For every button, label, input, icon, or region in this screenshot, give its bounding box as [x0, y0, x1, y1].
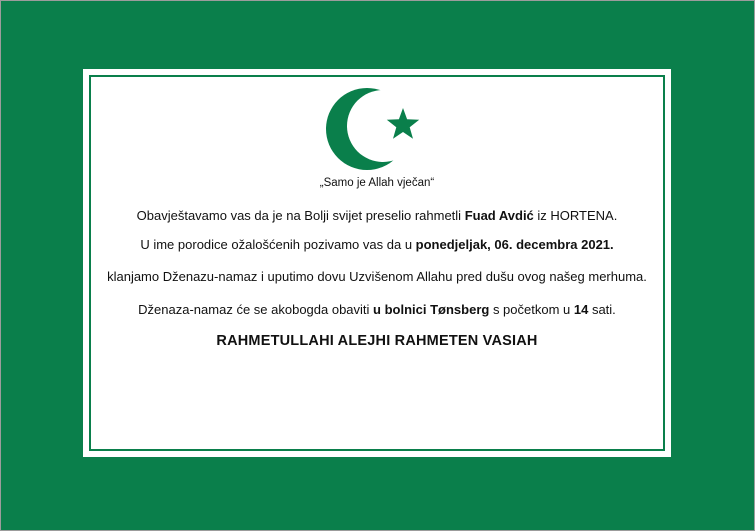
prayer-line	[83, 269, 671, 284]
prayer-text: klanjamo Dženazu-namaz i uputimo dovu Uzvišenom Allahu pred dušu ovog našeg merhuma.	[107, 269, 647, 284]
deceased-name: Fuad Avdić	[464, 208, 534, 223]
closing-prayer: RAHMETULLAHI ALEJHI RAHMETEN VASIAH	[216, 333, 538, 349]
time-intro: s početkom u	[489, 302, 574, 317]
time-suffix: sati.	[588, 302, 616, 317]
funeral-date: ponedjeljak, 06. decembra 2021.	[415, 237, 614, 252]
announcement-place: iz HORTENA.	[533, 208, 618, 223]
location-intro: Dženaza-namaz će se akobogda obaviti	[138, 302, 374, 317]
location-line	[83, 302, 671, 317]
invitation-line	[83, 237, 671, 252]
announcement-text: Obavještavamo vas da je na Bolji svijet preselio rahmetli	[136, 208, 465, 223]
crescent-star-icon	[325, 85, 429, 175]
obituary-card	[83, 69, 671, 457]
announcement-line	[83, 208, 671, 223]
funeral-hour: 14	[573, 302, 589, 317]
quote-text: „Samo je Allah vječan“	[319, 177, 435, 189]
invitation-text: U ime porodice ožalošćenih pozivamo vas da u	[140, 237, 416, 252]
funeral-location: u bolnici Tønsberg	[373, 302, 490, 317]
